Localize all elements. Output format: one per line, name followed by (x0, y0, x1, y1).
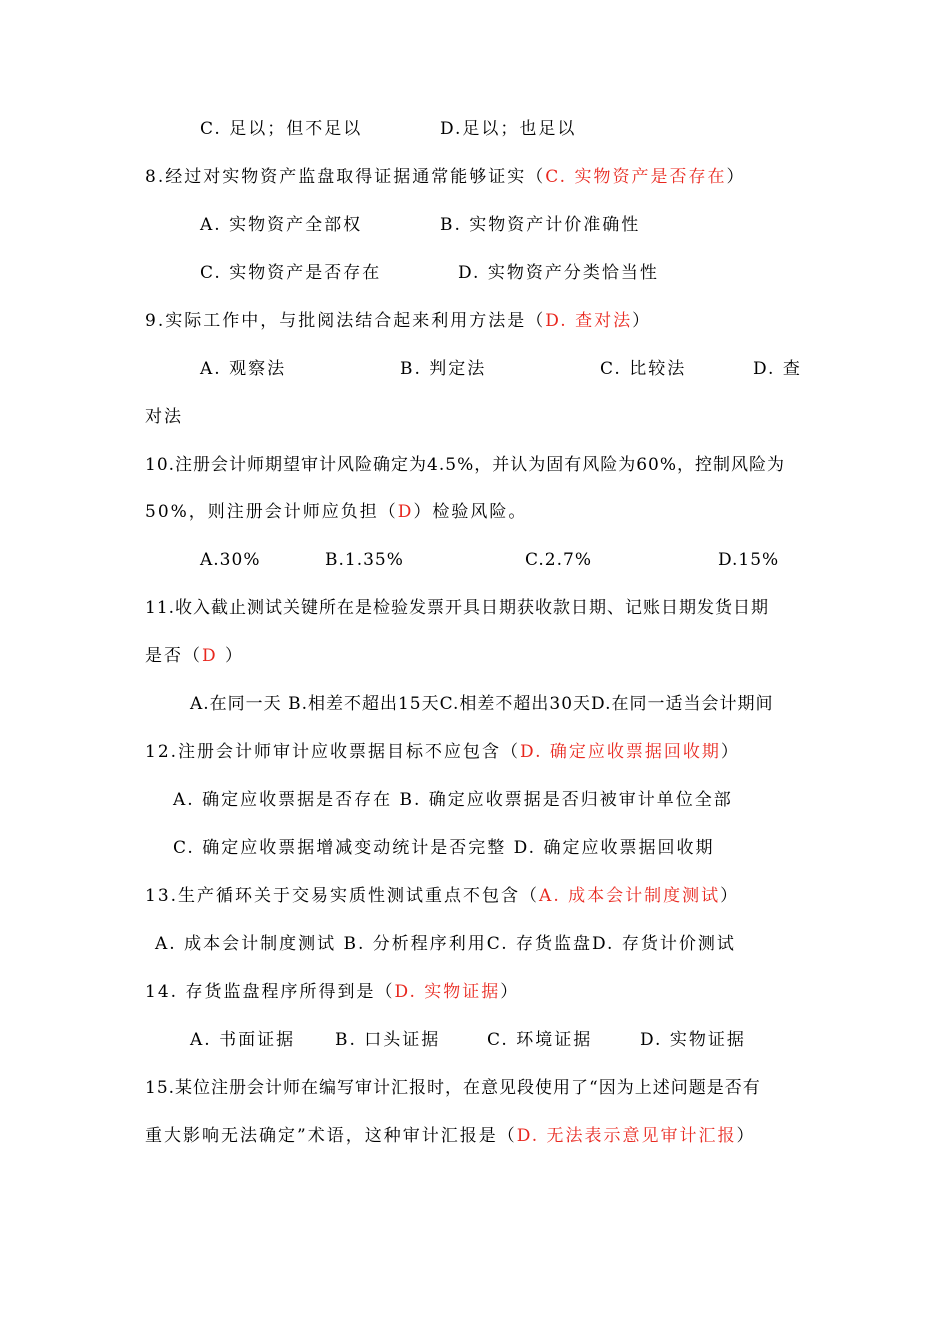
option-d: D. 查 (753, 359, 802, 379)
question-11-continued (145, 645, 244, 667)
question-9 (145, 310, 651, 332)
answer-text: D. 实物证据 (394, 982, 501, 1002)
question-text-end: ） (720, 886, 740, 906)
question-14 (145, 981, 519, 1003)
option-d: D.15% (718, 550, 780, 570)
option-row-7-cd (200, 118, 620, 140)
option-c: C.2.7% (525, 550, 592, 570)
question-text: 9.实际工作中，与批阅法结合起来利用方法是（ (145, 311, 546, 331)
option-row-8-cd (200, 262, 720, 284)
option-b: B.1.35% (325, 550, 404, 570)
question-12 (145, 741, 740, 763)
question-10-continued (145, 501, 527, 523)
question-text-end: ） (632, 311, 652, 331)
question-11: 11.收入截止测试关键所在是检验发票开具日期获收款日期、记账日期发货日期 (145, 598, 770, 618)
option-c: C. 实物资产是否存在 (200, 263, 382, 283)
option-d: D. 实物证据 (640, 1030, 746, 1050)
question-text: 12.注册会计师审计应收票据目标不应包含（ (145, 742, 521, 762)
question-text: 50%，则注册会计师应负担（ (145, 502, 398, 522)
option-a: A. 观察法 (200, 359, 287, 379)
answer-text: D. 无法表示意见审计汇报 (516, 1126, 737, 1146)
answer-text: A. 成本会计制度测试 (539, 886, 721, 906)
question-13 (145, 885, 739, 907)
option-row-12-ab: A. 确定应收票据是否存在 B. 确定应收票据是否归被审计单位全部 (173, 790, 733, 810)
option-row-11: A.在同一天 B.相差不超出15天C.相差不超出30天D.在同一适当会计期间 (190, 694, 774, 714)
answer-text: D (202, 646, 218, 666)
question-text-end: ） (736, 1126, 756, 1146)
option-row-10 (200, 549, 800, 571)
option-d: D.足以；也足以 (440, 119, 577, 139)
option-row-8-ab (200, 214, 700, 236)
question-text-end: ） (720, 742, 740, 762)
option-row-14 (190, 1029, 790, 1051)
question-text: 是否（ (145, 646, 202, 666)
question-text: 14. 存货监盘程序所得到是（ (145, 982, 395, 1002)
question-text: 13.生产循环关于交易实质性测试重点不包含（ (145, 886, 540, 906)
question-15: 15.某位注册会计师在编写审计汇报时，在意见段使用了“因为上述问题是否有 (145, 1078, 761, 1098)
option-a: A. 书面证据 (190, 1030, 296, 1050)
question-text: 8.经过对实物资产监盘取得证据通常能够证实（ (145, 167, 546, 187)
question-text-end: ） (500, 982, 520, 1002)
question-text-end: ） (726, 167, 746, 187)
option-d-continued: 对法 (145, 407, 183, 427)
answer-text: D (397, 502, 414, 522)
option-c: C. 比较法 (600, 359, 687, 379)
answer-text: C. 实物资产是否存在 (545, 167, 727, 187)
option-b: B. 口头证据 (335, 1030, 441, 1050)
option-c: C. 足以；但不足以 (200, 119, 363, 139)
option-a: A.30% (200, 550, 261, 570)
option-d: D. 实物资产分类恰当性 (458, 263, 659, 283)
question-text-end: ） (217, 646, 245, 666)
option-c: C. 环境证据 (487, 1030, 593, 1050)
question-text-end: ）检验风险。 (413, 502, 528, 522)
question-text: 重大影响无法确定”术语，这种审计汇报是（ (145, 1126, 517, 1146)
answer-text: D. 查对法 (545, 311, 633, 331)
option-a: A. 实物资产全部权 (200, 215, 363, 235)
option-row-12-cd: C. 确定应收票据增减变动统计是否完整 D. 确定应收票据回收期 (173, 838, 715, 858)
option-row-13: A. 成本会计制度测试 B. 分析程序利用C. 存货监盘D. 存货计价测试 (155, 934, 736, 954)
option-b: B. 判定法 (400, 359, 487, 379)
answer-text: D. 确定应收票据回收期 (520, 742, 721, 762)
option-b: B. 实物资产计价准确性 (440, 215, 641, 235)
question-8 (145, 166, 745, 188)
question-15-continued (145, 1125, 756, 1147)
option-row-9 (200, 358, 820, 380)
question-10: 10.注册会计师期望审计风险确定为4.5%，并认为固有风险为60%，控制风险为 (145, 455, 786, 475)
